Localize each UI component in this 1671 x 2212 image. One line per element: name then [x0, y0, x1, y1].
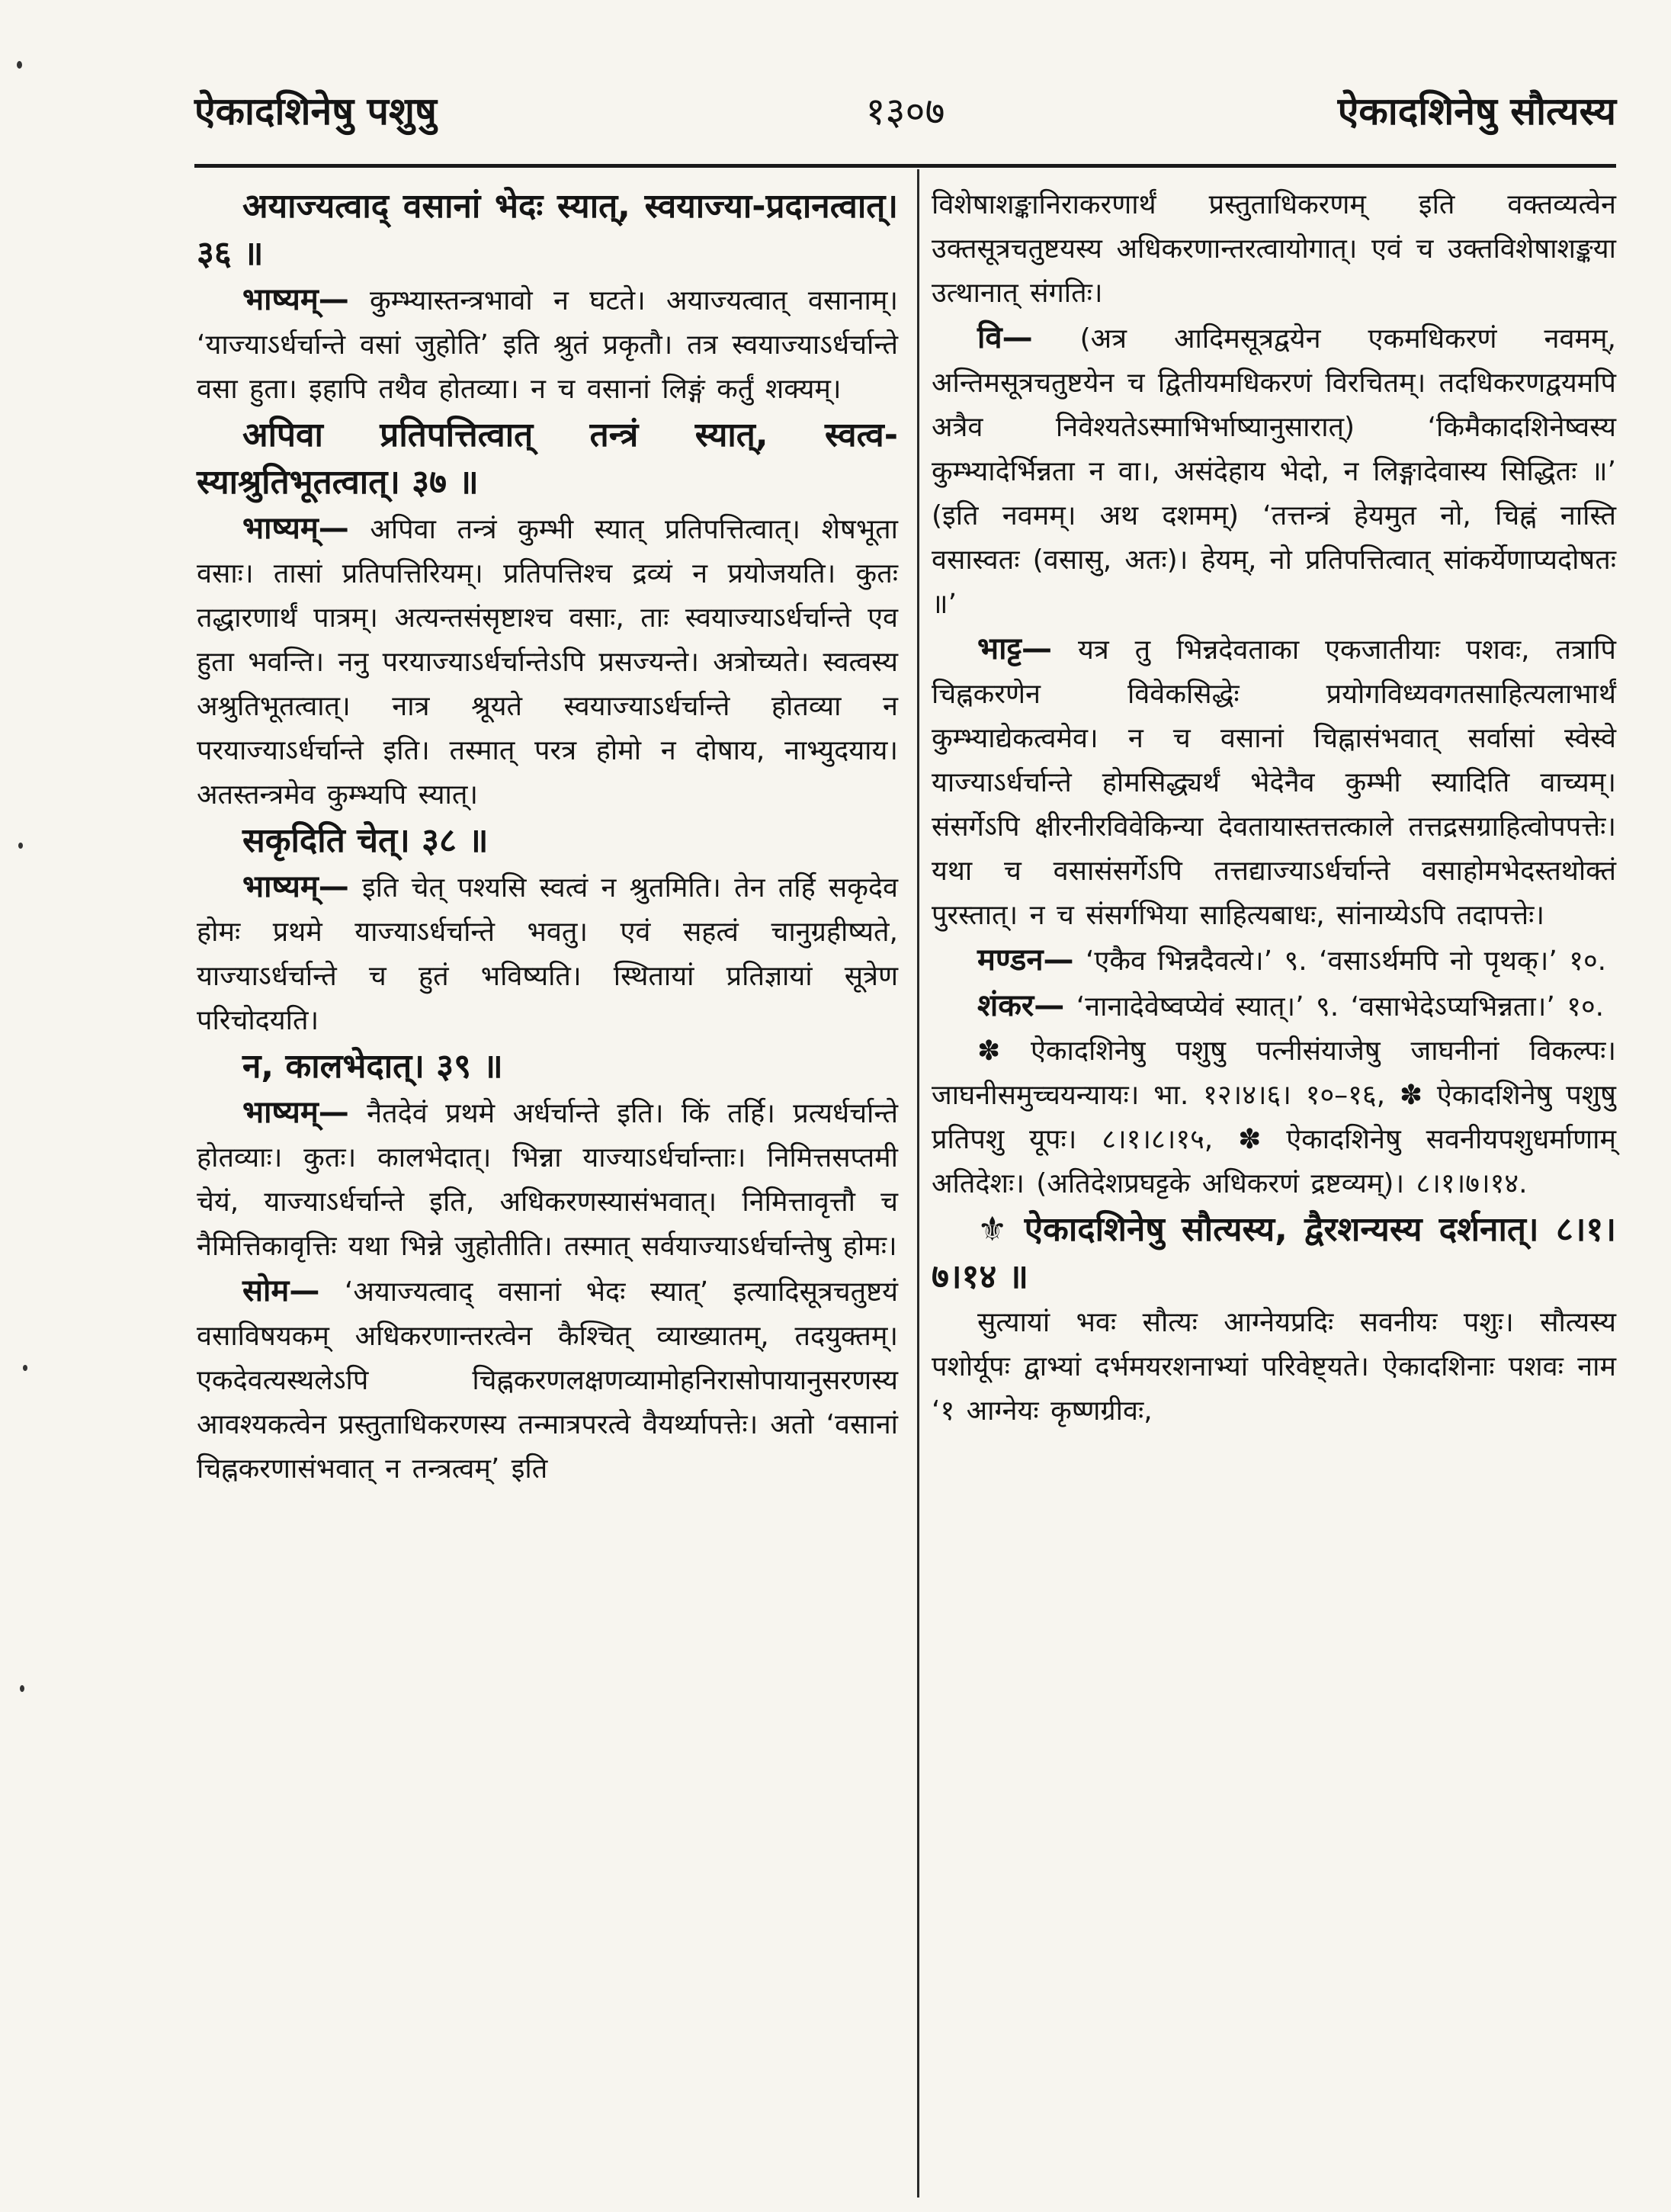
scan-speck	[23, 1365, 27, 1371]
commentary-text: अपिवा तन्त्रं कुम्भी स्यात् प्रतिपत्तित्वात्। शेषभूता वसाः। तासां प्रतिपत्तिरियम्। प्रतिपत्तिश्च द्रव्यं न प्रयोजयति। कुतः तद्धारणार्थं पात्रम्। अत्यन्तसंसृष्टाश्च वसाः, ताः स्वयाज्याऽर्धर्चान्ते एव हुता भवन्ति। ननु परयाज्याऽर्धर्चान्तेऽपि प्रसज्यन्ते। अत्रोच्यते। स्वत्वस्य अश्रुतिभूतत्वात्। नात्र श्रूयते स्वयाज्याऽर्धर्चान्ते होतव्या न परयाज्याऽर्धर्चान्ते इति। तस्मात् परत्र होमो न दोषाय, नाभ्युदयाय। अतस्तन्त्रमेव कुम्भ्यपि स्यात्।	[197, 514, 898, 811]
commentary-paragraph	[932, 183, 1616, 316]
commentary-label: भाष्यम्—	[242, 282, 349, 317]
commentary-text: ‘अयाज्यत्वाद् वसानां भेदः स्यात्’ इत्यादिसूत्रचतुष्टयं वसाविषयकम् अधिकरणान्तरत्वेन कैश्चित् व्याख्यातम्, तदयुक्तम्। एकदेवत्यस्थलेऽपि चिह्नकरणलक्षणव्यामोहनिरासोपायानुसरणस्य आवश्यकत्वेन प्रस्तुताधिकरणस्य तन्मात्रपरत्वे वैयर्थ्यापत्तेः। अतो ‘वसानां चिह्नकरणासंभवात् न तन्त्रत्वम्’ इति	[197, 1276, 898, 1485]
commentary-text: इति चेत् पश्यसि स्वत्वं न श्रुतमिति। तेन तर्हि सकृदेव होमः प्रथमे याज्याऽर्धर्चान्ते भवतु। एवं सहत्वं चानुग्रहीष्यते, याज्याऽर्धर्चान्ते च हुतं भविष्यति। स्थितायां प्रतिज्ञायां सूत्रेण परिचोदयति।	[197, 872, 898, 1036]
sutra-line: अयाज्यत्वाद् वसानां भेदः स्यात्, स्वयाज्या-प्रदानत्वात्। ३६ ॥	[197, 187, 898, 273]
header-rule	[194, 164, 1616, 168]
commentary-paragraph	[197, 278, 898, 412]
commentary-label: मण्डन—	[977, 942, 1074, 978]
commentary-label: भाष्यम्—	[242, 1095, 349, 1130]
commentary-text: ✽ ऐकादशिनेषु पशुषु पत्नीसंयाजेषु जाघनीनां विकल्पः। जाघनीसमुच्चयन्यायः। भा. १२।४।६। १०–१६, ✽ ऐकादशिनेषु पशुषु प्रतिपशु यूपः। ८।१।८।१५, ✽ ऐकादशिनेषु सवनीयपशुधर्माणाम् अतिदेशः। (अतिदेशप्रघट्टके अधिकरणं द्रष्टव्यम्)। ८।१।७।१४.	[932, 1035, 1616, 1199]
commentary-paragraph	[932, 1301, 1616, 1433]
commentary-text: ‘नानादेवेष्वप्येवं स्यात्।’ ९. ‘वसाभेदेऽप्यभिन्नता।’ १०.	[1064, 991, 1605, 1023]
commentary-paragraph	[932, 627, 1616, 938]
sutra-line: ⚜ ऐकादशिनेषु सौत्यस्य, द्वैरशन्यस्य दर्शनात्। ८।१।७।१४ ॥	[932, 1210, 1616, 1296]
header-left-title: ऐकादशिनेषु पशुषु	[194, 89, 437, 133]
sutra-text	[197, 183, 898, 278]
header-right-title: ऐकादशिनेषु सौत्यस्य	[1337, 89, 1616, 133]
commentary-paragraph	[197, 1090, 898, 1269]
left-column	[197, 183, 898, 1491]
commentary-text: यत्र तु भिन्नदेवताका एकजातीयाः पशवः, तत्रापि चिह्नकरणेन विवेकसिद्धेः प्रयोगविध्यवगतसाहित्यलाभार्थं कुम्भ्याद्येकत्वमेव। न च वसानां चिह्नासंभवात् सर्वासां स्वेस्वे याज्याऽर्धर्चान्ते होमसिद्ध्यर्थं भेदेनैव कुम्भी स्यादिति वाच्यम्। संसर्गेऽपि क्षीरनीरविवेकिन्या देवतायास्तत्तत्काले तत्तद्रसग्राहित्वोपपत्तेः। यथा च वसासंसर्गेऽपि तत्तद्याज्याऽर्धर्चान्ते वसाहोमभेदस्तथोक्तं पुरस्तात्। न च संसर्गभिया साहित्यबाधः, सांनाय्येऽपि तदापत्तेः।	[932, 634, 1616, 931]
commentary-text: ‘एकैव भिन्नदैवत्ये।’ ९. ‘वसाऽर्थमपि नो पृथक्।’ १०.	[1073, 945, 1607, 977]
commentary-paragraph	[932, 938, 1616, 984]
sutra-line: सकृदिति चेत्। ३८ ॥	[242, 821, 489, 860]
scan-speck	[17, 61, 22, 69]
commentary-text: सुत्यायां भवः सौत्यः आग्नेयप्रदिः सवनीयः पशुः। सौत्यस्य पशोर्यूपः द्वाभ्यां दर्भमयरशनाभ्यां परिवेष्ट्यते। ऐकादशिनाः पशवः नाम ‘१ आग्नेयः कृष्णग्रीवः,	[932, 1307, 1616, 1427]
commentary-text: कुम्भ्यास्तन्त्रभावो न घटते। अयाज्यत्वात् वसानाम्। ‘याज्याऽर्धर्चान्ते वसां जुहोति’ इति श्रुतं प्रकृतौ। तत्र स्वयाज्याऽर्धर्चान्ते वसा हुता। इहापि तथैव होतव्या। न च वसानां लिङ्गं कर्तुं शक्यम्।	[197, 285, 898, 405]
commentary-paragraph	[197, 1269, 898, 1491]
scan-speck	[20, 1685, 24, 1692]
commentary-text: (अत्र आदिमसूत्रद्वयेन एकमधिकरणं नवमम्, अन्तिमसूत्रचतुष्टयेन च द्वितीयमधिकरणं विरचितम्। तदधिकरणद्वयमपि अत्रैव निवेश्यतेऽस्माभिर्भाष्यानुसारात्) ‘किमैकादशिनेष्वस्य कुम्भ्यादेर्भिन्नता न वा।, असंदेहाय भेदो, न लिङ्गादेवास्य सिद्धितः ॥’ (इति नवमम्। अथ दशमम्) ‘तत्तन्त्रं हेयमुत नो, चिह्नं नास्ति वसास्वतः (वसासु, अतः)। हेयम्, नो प्रतिपत्तित्वात् सांकर्येणाप्यदोषतः ॥’	[932, 323, 1616, 620]
sutra-text	[197, 817, 898, 865]
running-header	[194, 84, 1616, 145]
column-divider	[917, 169, 919, 2198]
commentary-label: सोम—	[242, 1273, 320, 1308]
commentary-paragraph	[197, 865, 898, 1043]
commentary-text: विशेषाशङ्कानिराकरणार्थं प्रस्तुताधिकरणम् इति वक्तव्यत्वेन उक्तसूत्रचतुष्टयस्य अधिकरणान्तरत्वायोगात्। एवं च उक्तविशेषाशङ्कया उत्थानात् संगतिः।	[932, 189, 1616, 309]
commentary-paragraph	[197, 506, 898, 817]
commentary-label: शंकर—	[977, 988, 1065, 1023]
sutra-line: अपिवा प्रतिपत्तित्वात् तन्त्रं स्यात्, स्वत्व-स्याश्रुतिभूतत्वात्। ३७ ॥	[197, 416, 898, 502]
commentary-paragraph	[932, 1029, 1616, 1206]
commentary-paragraph	[932, 316, 1616, 627]
commentary-label: भाट्ट—	[977, 631, 1053, 666]
commentary-label: भाष्यम्—	[242, 511, 349, 546]
sutra-line: न, कालभेदात्। ३९ ॥	[242, 1047, 503, 1086]
sutra-text	[932, 1206, 1616, 1301]
scan-speck	[18, 843, 23, 849]
sutra-text	[197, 412, 898, 506]
sutra-text	[197, 1043, 898, 1090]
commentary-text: नैतदेवं प्रथमे अर्धर्चान्ते इति। किं तर्हि। प्रत्यर्धर्चान्ते होतव्याः। कुतः। कालभेदात्। भिन्ना याज्याऽर्धर्चान्ताः। निमित्तसप्तमी चेयं, याज्याऽर्धर्चान्ते इति, अधिकरणस्यासंभवात्। निमित्तावृत्तौ च नैमित्तिकावृत्तिः यथा भिन्ने जुहोतीति। तस्मात् सर्वयाज्याऽर्धर्चान्तेषु होमः।	[197, 1098, 898, 1262]
commentary-label: वि—	[977, 320, 1033, 355]
right-column	[932, 183, 1616, 1433]
commentary-paragraph	[932, 984, 1616, 1029]
commentary-label: भाष्यम्—	[242, 869, 349, 904]
page-number: १३०७	[865, 89, 945, 133]
